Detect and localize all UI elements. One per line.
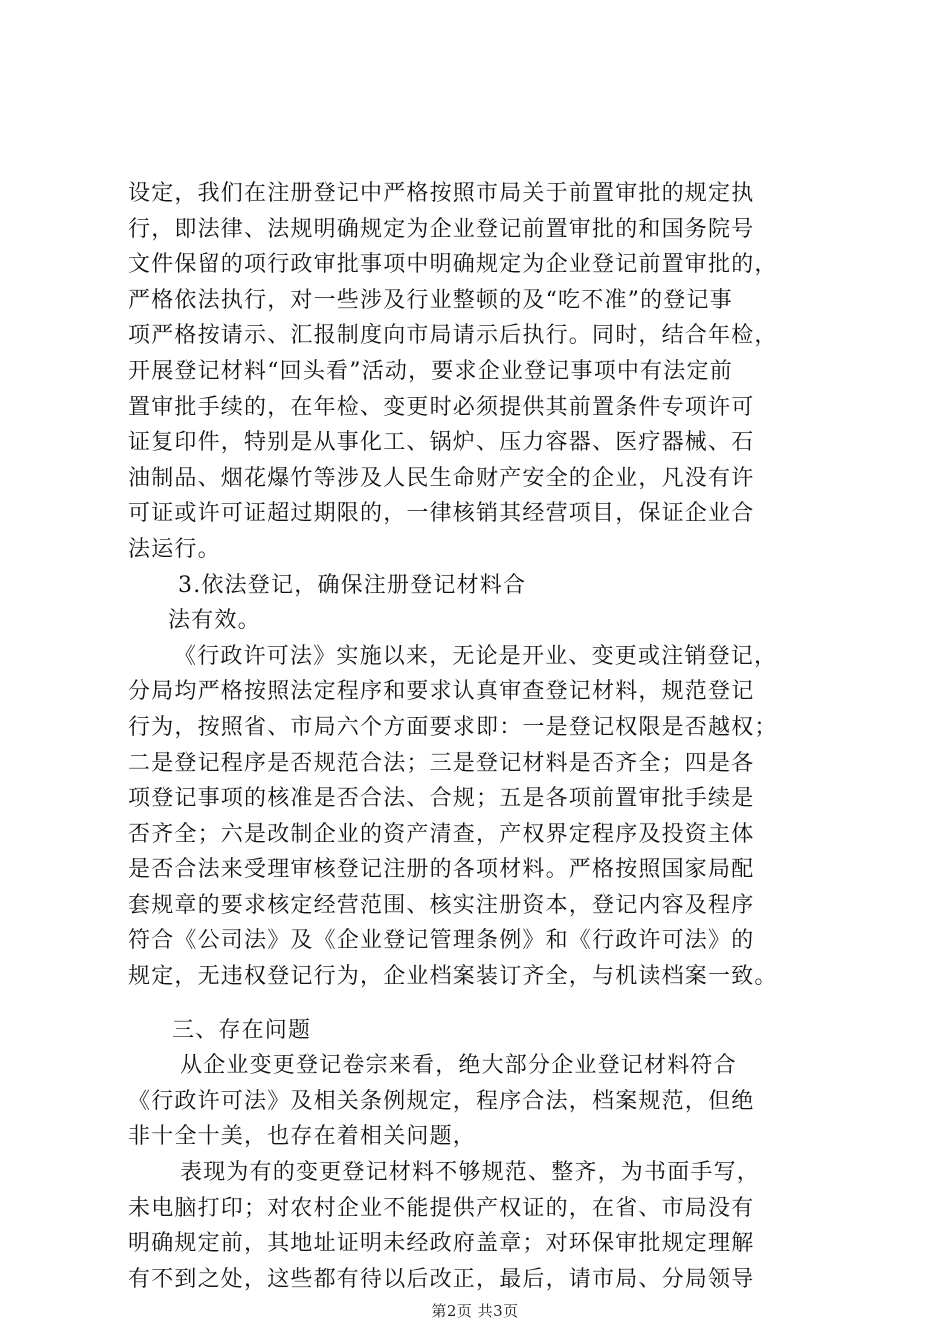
text-line: 置审批手续的，在年检、变更时必须提供其前置条件专项许可 [128,394,755,420]
text-line: 从企业变更登记卷宗来看，绝大部分企业登记材料符合 [180,1053,737,1079]
text-line: 非十全十美，也存在着相关问题， [128,1124,477,1150]
text-line: 证复印件，特别是从事化工、锅炉、压力容器、医疗器械、石 [128,430,755,456]
heading-line: 法有效。 [168,608,261,634]
text-line: 是否合法来受理审核登记注册的各项材料。严格按照国家局配 [128,857,755,883]
section-heading-problems: 三、存在问题 [172,1017,312,1043]
paragraph-problems-details [128,1155,828,1297]
text-line: 严格依法执行，对一些涉及行业整顿的及“吃不准”的登记事 [128,287,733,313]
text-line: 可证或许可证超过期限的，一律核销其经营项目，保证企业合 [128,501,755,527]
text-line: 否齐全；六是改制企业的资产清查，产权界定程序及投资主体 [128,821,755,847]
text-line: 《行政许可法》实施以来，无论是开业、变更或注销登记， [174,643,778,669]
text-line: 设定，我们在注册登记中严格按照市局关于前置审批的规定执 [128,181,755,206]
text-line: 有不到之处，这些都有待以后改正，最后，请市局、分局领导 [128,1266,755,1292]
document-body [128,176,828,1297]
paragraph-administrative-licensing [128,639,828,995]
page-number-footer: 第2页 共3页 [431,1302,519,1320]
text-line: 行，即法律、法规明确规定为企业登记前置审批的和国务院号 [128,216,755,242]
text-line: 《行政许可法》及相关条例规定，程序合法，档案规范，但绝 [128,1088,755,1114]
text-line: 表现为有的变更登记材料不够规范、整齐，为书面手写， [180,1160,761,1186]
text-line: 文件保留的项行政审批事项中明确规定为企业登记前置审批的， [128,252,778,278]
heading-line: 3.依法登记，确保注册登记材料合 [178,572,527,598]
text-line: 明确规定前，其地址证明未经政府盖章；对环保审批规定理解 [128,1231,755,1257]
text-line: 规定，无违权登记行为，企业档案装订齐全，与机读档案一致。 [128,964,778,990]
text-line: 项严格按请示、汇报制度向市局请示后执行。同时，结合年检， [128,323,778,349]
text-line: 套规章的要求核定经营范围、核实注册资本，登记内容及程序 [128,892,755,918]
paragraph-problems-overview [128,1048,828,1155]
text-line: 法运行。 [128,536,221,562]
paragraph-gap [128,995,828,1013]
text-line: 符合《公司法》及《企业登记管理条例》和《行政许可法》的 [128,928,755,954]
text-line: 开展登记材料“回头看”活动，要求企业登记事项中有法定前 [128,358,733,384]
text-line: 分局均严格按照法定程序和要求认真审查登记材料，规范登记 [128,679,755,705]
heading-legal-registration [128,568,828,639]
paragraph-pre-approval [128,176,828,568]
text-line: 项登记事项的核准是否合法、合规；五是各项前置审批手续是 [128,786,755,812]
text-line: 未电脑打印；对农村企业不能提供产权证的，在省、市局没有 [128,1195,755,1221]
text-line: 行为，按照省、市局六个方面要求即：一是登记权限是否越权； [128,714,778,740]
text-line: 油制品、烟花爆竹等涉及人民生命财产安全的企业，凡没有许 [128,465,755,491]
text-line: 二是登记程序是否规范合法；三是登记材料是否齐全；四是各 [128,750,755,776]
